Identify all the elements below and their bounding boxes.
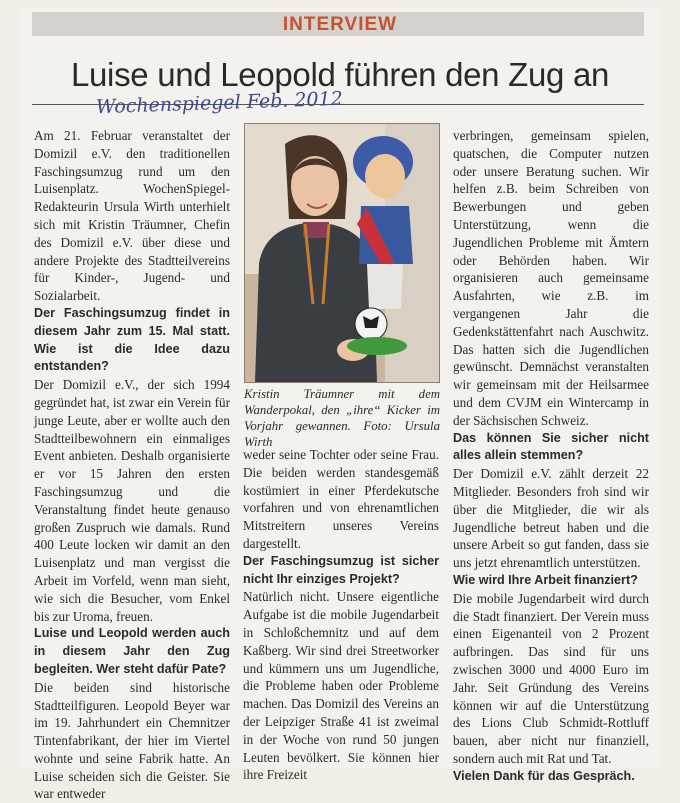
article-column-3 [453,127,649,785]
article-column-1 [34,127,230,803]
body-paragraph: Die mobile Jugendarbeit wird durch die Stadt finanziert. Der Verein muss einen Eigenanteil von 2 Prozent aufbringen. Das sind für uns zwischen 3000 und 4000 Euro im Jahr. Seit Gründung des Vereins können wir auf die Unterstützung des Lions Club Schmidt-Rottluff bauen, aber nicht nur finanziell, sondern auch mit Rat und Tat. [453,590,649,766]
interview-question: Wie wird Ihre Arbeit finanziert? [453,572,638,587]
interview-question: Der Faschingsumzug findet in diesem Jahr zum 15. Mal statt. Wie ist die Idee dazu entstanden? [34,305,230,374]
person-with-trophy-figure-icon [245,124,439,382]
interview-question: Der Faschingsumzug ist sicher nicht Ihr einziges Projekt? [243,553,439,586]
interview-question: Das können Sie sicher nicht alles allein stemmen? [453,430,649,463]
section-kicker: INTERVIEW [282,14,398,35]
body-paragraph: verbringen, gemeinsam spielen, quatschen, die Computer nutzen oder unsere Beratung suchen. Wir helfen z.B. beim Schreiben von Bewerbungen und geben Unterstützung, wenn die Jugendlichen Probleme mit Ämtern oder Behörden haben. Wir organisieren auch gemeinsame Ausfahrten, wie z.B. im vergangenen Jahr die Gedenkstättenfahrt nach Auschwitz. Das hatten sich die Jugendlichen gewünscht. Demnächst veranstalten wir gemeinsam mit der Heilsarmee und dem CVJM ein Wintercamp in der Sächsischen Schweiz. [453,128,649,428]
body-paragraph: Der Domizil e.V., der sich 1994 gegründet hat, ist zwar ein Verein für junge Leute, aber er wollte auch den Stadtteilbewohnern ein einmaliges Event anbieten. Deshalb organisierte er vor 15 Jahren den ersten Faschingsumzug und die Veranstaltung findet heute genauso großen Zuspruch wie damals. Rund 400 Leute locken wir damit an den Luisenplatz und man vergisst die Arbeit im Vorfeld, wenn man sieht, wie sich die Besucher, vom Enkel bis zur Uroma, freuen. [34,377,230,624]
article-column-2 [243,446,439,784]
body-paragraph: Der Domizil e.V. zählt derzeit 22 Mitglieder. Besonders froh sind wir über die Mitglieder, die wir als Jugendliche betreut haben und die unsere Arbeit so gut fanden, dass sie uns jetzt ehrenamtlich unterstützen. [453,466,649,571]
handwritten-note: Wochenspiegel Feb. 2012 [95,87,344,119]
body-paragraph: Natürlich nicht. Unsere eigentliche Aufgabe ist die mobile Jugendarbeit in Schloßchemnitz und auf dem Kaßberg. Wir sind drei Streetworker und kümmern uns um Jugendliche, die Probleme haben oder Probleme machen. Das Domizil des Vereins an der Leipziger Straße 41 ist zweimal in der Woche von rund 50 jungen Leuten bevölkert. Sie können hier ihre Freizeit [243,589,439,783]
interview-question: Luise und Leopold werden auch in diesem Jahr den Zug begleiten. Wer steht dafür Pate? [34,626,230,676]
body-paragraph: Am 21. Februar veranstaltet der Domizil e.V. den traditionellen Faschingsumzug rund um den Luisenplatz. WochenSpiegel-Redakteurin Ursula Wirth unterhielt sich mit Kristin Träumner, Chefin des Domizil e.V. über diese und andere Projekte des Stadtteilvereins für Kinder-, Jugend- und Sozialarbeit. [34,128,230,304]
article-photo [244,123,440,383]
headline: Luise und Leopold führen den Zug an [70,56,610,93]
interview-question: Vielen Dank für das Gespräch. [453,768,635,783]
body-paragraph: weder seine Tochter oder seine Frau. Die beiden werden standesgemäß kostümiert in einer Pferdekutsche vorfahren und von ehrenamtlichen Mitstreitern unseres Vereins dargestellt. [243,447,439,551]
body-paragraph: Die beiden sind historische Stadtteilfiguren. Leopold Beyer war im 19. Jahrhundert ein Chemnitzer Tintenfabrikant, der hier im Viertel wohnte und seine Fabrik hatte. An Luise scheiden sich die Geister. Sie war entweder [34,679,230,802]
photo-caption: Kristin Träumner mit dem Wanderpokal, den „ihre“ Kicker im Vorjahr gewannen. Foto: Ursula Wirth [244,387,440,449]
